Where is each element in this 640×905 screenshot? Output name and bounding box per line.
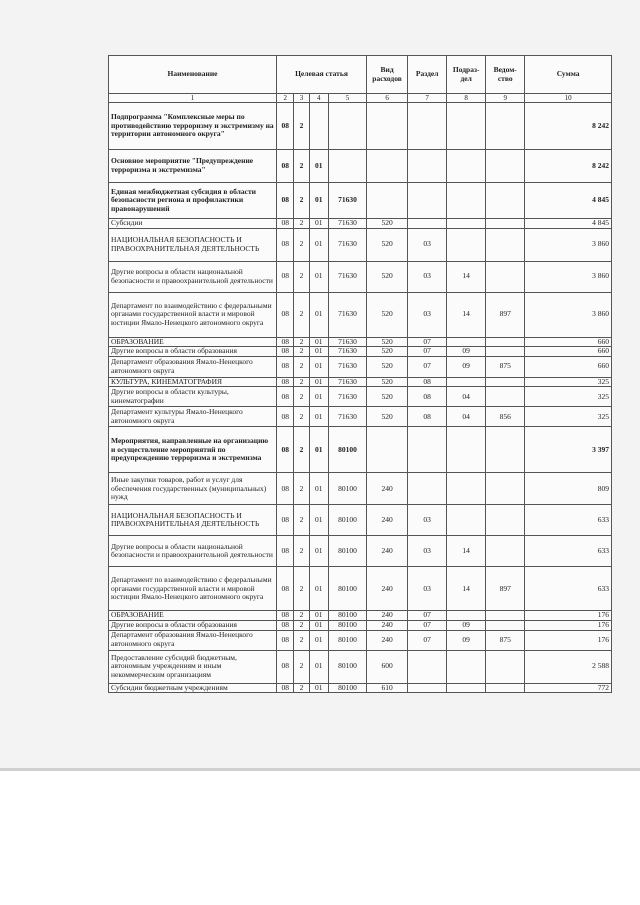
table-row [109,150,612,183]
section [408,683,447,693]
row-name: Другие вопросы в области культуры, кинематографии [109,387,277,407]
code-subprogram: 2 [294,347,309,357]
department-code: 856 [486,407,525,427]
sum-value: 325 [525,377,612,387]
code-program: 08 [277,387,294,407]
row-name: НАЦИОНАЛЬНАЯ БЕЗОПАСНОСТЬ И ПРАВООХРАНИТЕЛЬНАЯ ДЕЯТЕЛЬНОСТЬ [109,228,277,261]
department-code [486,183,525,219]
expense-type: 520 [366,261,407,292]
row-name: Департамент по взаимодействию с федеральными органами государственной власти и мировой юстиции Ямало-Ненецкого автономного округа [109,292,277,337]
expense-type: 520 [366,407,407,427]
code-subprogram: 2 [294,567,309,611]
code-event: 01 [309,228,329,261]
section: 07 [408,337,447,347]
subsection [447,473,486,505]
sum-value: 660 [525,356,612,377]
code-program: 08 [277,183,294,219]
row-name: Единая межбюджетная субсидия в области безопасности региона и профилактики правонарушений [109,183,277,219]
section: 08 [408,407,447,427]
section: 03 [408,536,447,567]
expense-type: 520 [366,219,407,229]
table-row [109,387,612,407]
table-row [109,620,612,630]
subsection: 09 [447,356,486,377]
code-subprogram: 2 [294,183,309,219]
subsection: 09 [447,347,486,357]
budget-table [108,55,612,693]
header-section: Раздел [408,56,447,94]
row-name: ОБРАЗОВАНИЕ [109,337,277,347]
code-subprogram: 2 [294,611,309,621]
code-event: 01 [309,337,329,347]
department-code [486,620,525,630]
department-code [486,473,525,505]
table-row [109,183,612,219]
expense-type [366,183,407,219]
code-event: 01 [309,292,329,337]
code-subprogram: 2 [294,505,309,536]
code-program: 08 [277,228,294,261]
table-row [109,219,612,229]
subsection: 09 [447,620,486,630]
code-direction: 71630 [329,387,367,407]
department-code [486,377,525,387]
sum-value: 3 860 [525,292,612,337]
subsection [447,219,486,229]
code-event: 01 [309,683,329,693]
row-name: Подпрограмма "Комплексные меры по противодействию терроризму и экстремизму на территории автономного округа" [109,103,277,150]
subsection [447,377,486,387]
page-edge [0,768,640,771]
row-name: КУЛЬТУРА, КИНЕМАТОГРАФИЯ [109,377,277,387]
code-direction: 71630 [329,377,367,387]
table-row [109,505,612,536]
code-program: 08 [277,427,294,473]
table-row [109,611,612,621]
expense-type: 610 [366,683,407,693]
header-expense-type: Вид расходов [366,56,407,94]
department-code: 875 [486,356,525,377]
table-row [109,427,612,473]
subsection: 14 [447,261,486,292]
sum-value: 772 [525,683,612,693]
code-event: 01 [309,347,329,357]
code-event: 01 [309,567,329,611]
code-direction: 71630 [329,183,367,219]
code-event: 01 [309,183,329,219]
column-number: 1 [109,94,277,103]
row-name: Предоставление субсидий бюджетным, автономным учреждениям и иным некоммерческим организациям [109,650,277,683]
row-name: Другие вопросы в области национальной безопасности и правоохранительной деятельности [109,261,277,292]
code-program: 08 [277,630,294,650]
expense-type: 520 [366,337,407,347]
department-code [486,536,525,567]
code-event: 01 [309,473,329,505]
department-code [486,387,525,407]
code-event: 01 [309,219,329,229]
code-subprogram: 2 [294,683,309,693]
row-name: Департамент культуры Ямало-Ненецкого автономного округа [109,407,277,427]
expense-type: 520 [366,387,407,407]
code-direction: 71630 [329,261,367,292]
subsection [447,103,486,150]
code-event: 01 [309,611,329,621]
header-sum: Сумма [525,56,612,94]
code-program: 08 [277,407,294,427]
code-direction: 80100 [329,611,367,621]
table-row [109,103,612,150]
section: 07 [408,611,447,621]
expense-type: 520 [366,292,407,337]
subsection: 14 [447,292,486,337]
sum-value: 176 [525,611,612,621]
row-name: Основное мероприятие "Предупреждение терроризма и экстремизма" [109,150,277,183]
code-direction: 71630 [329,356,367,377]
expense-type: 520 [366,228,407,261]
subsection [447,683,486,693]
subsection [447,611,486,621]
code-direction: 80100 [329,650,367,683]
table-row [109,356,612,377]
subsection [447,150,486,183]
row-name: Департамент образования Ямало-Ненецкого автономного округа [109,630,277,650]
code-event: 01 [309,387,329,407]
code-program: 08 [277,505,294,536]
section: 03 [408,567,447,611]
section: 03 [408,505,447,536]
subsection [447,427,486,473]
table-row [109,337,612,347]
sum-value: 633 [525,505,612,536]
expense-type: 520 [366,356,407,377]
code-event: 01 [309,630,329,650]
subsection [447,337,486,347]
department-code [486,427,525,473]
header-subsection: Подраз-дел [447,56,486,94]
sum-value: 660 [525,337,612,347]
sum-value: 660 [525,347,612,357]
row-name: Департамент образования Ямало-Ненецкого автономного округа [109,356,277,377]
code-program: 08 [277,377,294,387]
code-direction: 80100 [329,505,367,536]
table-row [109,228,612,261]
table-row [109,630,612,650]
code-direction: 80100 [329,620,367,630]
table-row [109,407,612,427]
sum-value: 4 845 [525,183,612,219]
table-row [109,567,612,611]
subsection: 14 [447,567,486,611]
department-code [486,150,525,183]
code-subprogram: 2 [294,337,309,347]
column-number: 2 [277,94,294,103]
table-row [109,650,612,683]
department-code [486,261,525,292]
section [408,427,447,473]
code-program: 08 [277,620,294,630]
code-event: 01 [309,536,329,567]
code-direction: 80100 [329,683,367,693]
sum-value: 633 [525,567,612,611]
section [408,473,447,505]
sum-value: 8 242 [525,103,612,150]
expense-type: 240 [366,630,407,650]
expense-type: 240 [366,611,407,621]
row-name: Другие вопросы в области образования [109,620,277,630]
code-subprogram: 2 [294,387,309,407]
section [408,103,447,150]
section: 08 [408,387,447,407]
code-direction: 71630 [329,407,367,427]
sum-value: 2 588 [525,650,612,683]
section: 07 [408,347,447,357]
code-program: 08 [277,219,294,229]
section [408,219,447,229]
code-program: 08 [277,611,294,621]
department-code [486,219,525,229]
section: 03 [408,261,447,292]
department-code: 875 [486,630,525,650]
expense-type [366,103,407,150]
row-name: НАЦИОНАЛЬНАЯ БЕЗОПАСНОСТЬ И ПРАВООХРАНИТЕЛЬНАЯ ДЕЯТЕЛЬНОСТЬ [109,505,277,536]
row-name: Мероприятия, направленные на организацию и осуществление мероприятий по предупреждению терроризма и экстремизма [109,427,277,473]
department-code [486,228,525,261]
code-direction: 71630 [329,337,367,347]
sum-value: 3 860 [525,261,612,292]
row-name: Другие вопросы в области образования [109,347,277,357]
expense-type: 520 [366,347,407,357]
section [408,183,447,219]
department-code [486,347,525,357]
sum-value: 325 [525,387,612,407]
section: 03 [408,292,447,337]
sum-value: 176 [525,620,612,630]
section [408,650,447,683]
code-event: 01 [309,505,329,536]
section: 07 [408,356,447,377]
code-subprogram: 2 [294,261,309,292]
department-code [486,683,525,693]
column-number: 9 [486,94,525,103]
code-program: 08 [277,536,294,567]
code-event: 01 [309,427,329,473]
header-name: Наименование [109,56,277,94]
table-row [109,683,612,693]
code-event [309,103,329,150]
table-row [109,377,612,387]
code-direction: 71630 [329,228,367,261]
column-number: 7 [408,94,447,103]
code-program: 08 [277,473,294,505]
subsection: 04 [447,387,486,407]
code-subprogram: 2 [294,356,309,377]
code-subprogram: 2 [294,536,309,567]
column-number: 10 [525,94,612,103]
code-direction: 80100 [329,630,367,650]
department-code: 897 [486,292,525,337]
table-row [109,536,612,567]
code-event: 01 [309,356,329,377]
department-code [486,337,525,347]
code-subprogram: 2 [294,473,309,505]
code-program: 08 [277,347,294,357]
sum-value: 325 [525,407,612,427]
expense-type: 600 [366,650,407,683]
table-body [109,103,612,693]
department-code [486,103,525,150]
expense-type: 240 [366,505,407,536]
column-number: 8 [447,94,486,103]
column-number: 4 [309,94,329,103]
header-target-article: Целевая статья [277,56,367,94]
code-direction: 80100 [329,427,367,473]
sum-value: 809 [525,473,612,505]
expense-type [366,427,407,473]
subsection: 09 [447,630,486,650]
code-subprogram: 2 [294,228,309,261]
code-program: 08 [277,650,294,683]
subsection [447,183,486,219]
row-name: ОБРАЗОВАНИЕ [109,611,277,621]
subsection [447,228,486,261]
expense-type: 520 [366,377,407,387]
code-direction [329,150,367,183]
expense-type: 240 [366,620,407,630]
code-event: 01 [309,150,329,183]
code-program: 08 [277,337,294,347]
sum-value: 4 845 [525,219,612,229]
code-direction: 80100 [329,536,367,567]
table-row [109,347,612,357]
column-number: 3 [294,94,309,103]
code-subprogram: 2 [294,103,309,150]
code-subprogram: 2 [294,620,309,630]
code-event: 01 [309,620,329,630]
code-subprogram: 2 [294,630,309,650]
section: 07 [408,630,447,650]
subsection [447,650,486,683]
section: 07 [408,620,447,630]
code-direction: 71630 [329,347,367,357]
sum-value: 3 397 [525,427,612,473]
code-subprogram: 2 [294,407,309,427]
code-direction: 80100 [329,567,367,611]
subsection: 04 [447,407,486,427]
column-number: 6 [366,94,407,103]
code-subprogram: 2 [294,650,309,683]
code-subprogram: 2 [294,292,309,337]
column-number-row [109,94,612,103]
sum-value: 633 [525,536,612,567]
code-event: 01 [309,650,329,683]
expense-type: 240 [366,536,407,567]
code-direction: 80100 [329,473,367,505]
section [408,150,447,183]
row-name: Субсидии [109,219,277,229]
table-row [109,261,612,292]
header-department: Ведом-ство [486,56,525,94]
code-program: 08 [277,292,294,337]
code-subprogram: 2 [294,150,309,183]
table-row [109,473,612,505]
section: 08 [408,377,447,387]
code-program: 08 [277,150,294,183]
code-event: 01 [309,261,329,292]
sum-value: 8 242 [525,150,612,183]
code-program: 08 [277,356,294,377]
subsection [447,505,486,536]
department-code [486,505,525,536]
department-code [486,611,525,621]
expense-type: 240 [366,567,407,611]
column-number: 5 [329,94,367,103]
code-subprogram: 2 [294,427,309,473]
code-program: 08 [277,683,294,693]
row-name: Субсидии бюджетным учреждениям [109,683,277,693]
code-direction [329,103,367,150]
section: 03 [408,228,447,261]
code-program: 08 [277,261,294,292]
code-program: 08 [277,567,294,611]
row-name: Иные закупки товаров, работ и услуг для обеспечения государственных (муниципальных) нужд [109,473,277,505]
code-direction: 71630 [329,219,367,229]
department-code [486,650,525,683]
code-subprogram: 2 [294,377,309,387]
row-name: Департамент по взаимодействию с федеральными органами государственной власти и мировой юстиции Ямало-Ненецкого автономного округа [109,567,277,611]
expense-type [366,150,407,183]
code-subprogram: 2 [294,219,309,229]
sum-value: 176 [525,630,612,650]
sum-value: 3 860 [525,228,612,261]
code-direction: 71630 [329,292,367,337]
code-event: 01 [309,377,329,387]
code-event: 01 [309,407,329,427]
row-name: Другие вопросы в области национальной безопасности и правоохранительной деятельности [109,536,277,567]
department-code: 897 [486,567,525,611]
header-row [109,56,612,94]
table-row [109,292,612,337]
expense-type: 240 [366,473,407,505]
subsection: 14 [447,536,486,567]
code-program: 08 [277,103,294,150]
